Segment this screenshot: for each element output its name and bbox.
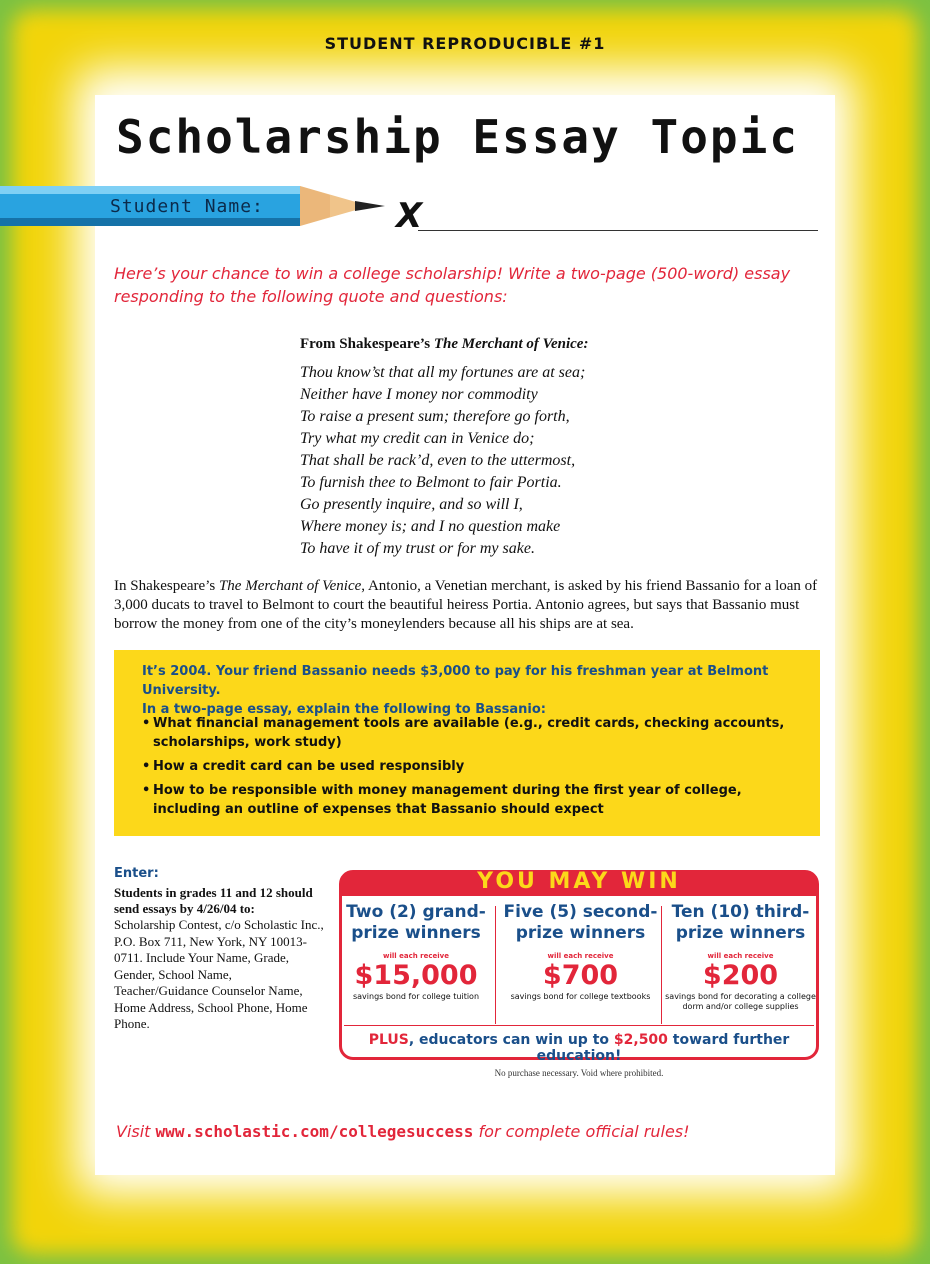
- prize-heading: Two (2) grand-prize winners: [346, 902, 486, 943]
- reproducible-label: STUDENT REPRODUCIBLE #1: [324, 34, 606, 53]
- prize-description: savings bond for college tuition: [352, 992, 480, 1001]
- rules-link[interactable]: www.scholastic.com/collegesuccess: [155, 1122, 474, 1141]
- visit-line: [116, 1122, 690, 1141]
- prize-heading: Ten (10) third-prize winners: [671, 902, 810, 943]
- quote-heading: [300, 336, 588, 353]
- disclaimer: No purchase necessary. Void where prohibited.: [494, 1068, 664, 1078]
- prize-divider: [495, 906, 496, 1024]
- prize-divider: [661, 906, 662, 1024]
- intro-text: Here’s your chance to win a college scholarship! Write a two-page (500-word) essay responding to the following quote and questions:: [114, 264, 791, 306]
- quote-heading-prefix: From Shakespeare’s: [300, 336, 431, 352]
- story-title: The Merchant of Venice: [218, 578, 362, 594]
- plus-amount: $2,500: [613, 1032, 668, 1048]
- quote-line: Neither have I money nor commodity: [300, 386, 538, 403]
- prompt-heading-line: In a two-page essay, explain the following to Bassanio:: [142, 702, 546, 717]
- story-rest: , Antonio, a Venetian merchant, is asked by his friend Bassanio for a loan of 3,000 ducats to travel to Belmont to court the beautiful heiress Portia. Antonio agrees, but says that Bassanio must borrow the money from one of the city’s moneylenders because all his ships are at sea.: [114, 578, 818, 632]
- plus-mid: , educators can win up to: [408, 1032, 614, 1048]
- quote-heading-title: The Merchant of Venice:: [433, 336, 589, 352]
- signature-x-mark: X: [396, 196, 423, 236]
- visit-prefix: Visit: [116, 1122, 151, 1141]
- prize-heading: Five (5) second-prize winners: [503, 902, 658, 943]
- prize-rule: [344, 1025, 814, 1026]
- enter-heading: Enter:: [114, 866, 159, 881]
- prompt-item: • How to be responsible with money management during the first year of college, including an outline of expenses that Bassanio should expect: [142, 781, 810, 819]
- quote-line: Try what my credit can in Venice do;: [300, 430, 535, 447]
- page-title: Scholarship Essay Topic: [116, 110, 799, 164]
- enter-address: Scholarship Contest, c/o Scholastic Inc., P.O. Box 711, New York, NY 10013-0711. Include Your Name, Grade, Gender, School Name, Teacher/Guidance Counselor Name, Home Address, School Phone, Home Phone.: [114, 917, 324, 1031]
- educator-prize-line: [341, 1032, 817, 1064]
- student-name-field[interactable]: [418, 230, 818, 231]
- prompt-heading-line: It’s 2004. Your friend Bassanio needs $3,000 to pay for his freshman year at Belmont University.: [142, 664, 769, 698]
- plus-word: PLUS: [368, 1032, 409, 1048]
- prompt-item: • How a credit card can be used responsibly: [142, 757, 810, 776]
- story-prefix: In Shakespeare’s: [114, 578, 216, 594]
- prize-description: savings bond for college textbooks: [510, 992, 651, 1001]
- quote-line: That shall be rack’d, even to the uttermost,: [300, 452, 576, 469]
- prize-amount: $700: [542, 960, 619, 991]
- student-name-label: Student Name:: [110, 196, 264, 217]
- quote-line: Thou know’st that all my fortunes are at sea;: [300, 364, 586, 381]
- quote-verse: [300, 362, 585, 560]
- prize-column-third: [664, 902, 817, 1012]
- quote-line: To furnish thee to Belmont to fair Portia.: [300, 474, 562, 491]
- prize-each: will each receive: [547, 952, 614, 960]
- prize-amount: $15,000: [354, 960, 478, 991]
- prize-each: will each receive: [383, 952, 449, 960]
- visit-suffix: for complete official rules!: [478, 1122, 690, 1141]
- prize-column-second: [503, 902, 658, 1002]
- enter-eligibility: Students in grades 11 and 12 should send essays by 4/26/04 to:: [114, 885, 313, 916]
- prize-amount: $200: [702, 960, 779, 991]
- prize-description: savings bond for decorating a college dorm and/or college supplies: [665, 992, 816, 1011]
- prompt-heading: [142, 662, 812, 719]
- quote-line: Go presently inquire, and so will I,: [300, 496, 523, 513]
- story-paragraph: [114, 577, 819, 634]
- plus-end: toward further education!: [536, 1032, 790, 1064]
- prize-title: YOU MAY WIN: [477, 869, 681, 894]
- quote-line: Where money is; and I no question make: [300, 518, 561, 535]
- prompt-item: • What financial management tools are available (e.g., credit cards, checking accounts, scholarships, work study): [142, 714, 810, 752]
- quote-line: To have it of my trust or for my sake.: [300, 540, 535, 557]
- prize-each: will each receive: [707, 952, 774, 960]
- quote-line: To raise a present sum; therefore go forth,: [300, 408, 570, 425]
- prompt-list: [142, 714, 810, 824]
- prize-column-grand: [343, 902, 489, 1002]
